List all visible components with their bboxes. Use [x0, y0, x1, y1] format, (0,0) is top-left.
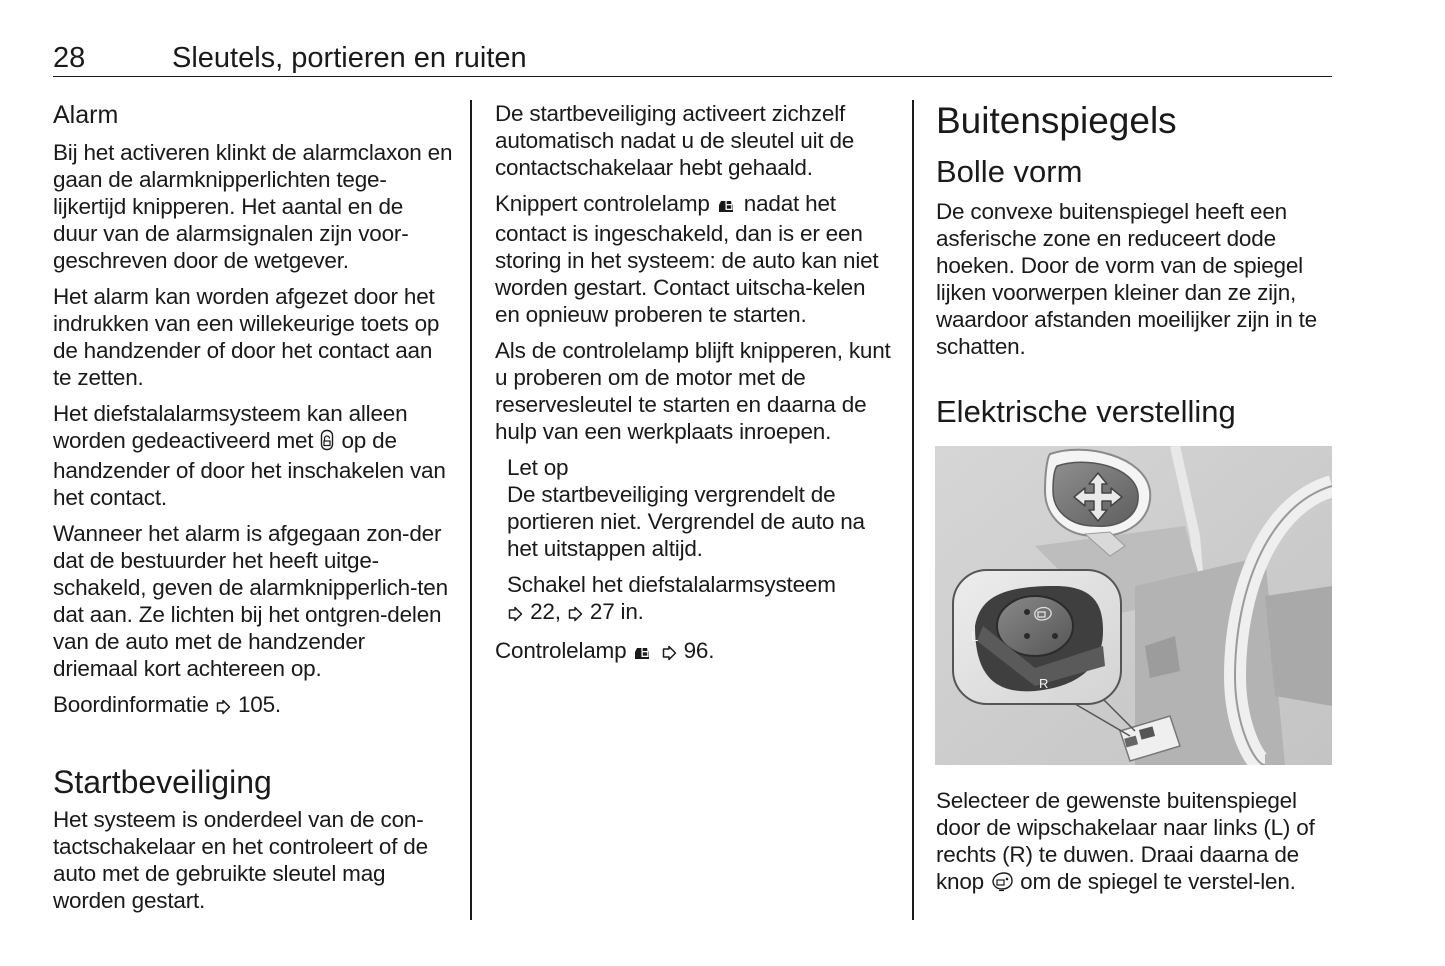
bolle-vorm-heading: Bolle vorm — [936, 154, 1083, 189]
bolle-vorm-paragraph: De convexe buitenspiegel heeft een asferische zone en reduceert dode hoeken. Door de vorm van de spiegel lijken voorwerpen kleiner dan ze zijn, waardoor afstanden moeilijker zijn in te schatten. — [936, 199, 1317, 359]
immobiliser-paragraph-2 — [495, 190, 895, 328]
startbeveiliging-heading: Startbeveiliging — [53, 764, 272, 800]
column-2 — [495, 100, 895, 676]
column-3 — [936, 100, 1336, 430]
alarm-paragraph-1: Bij het activeren klinkt de alarmclaxon en gaan de alarmknipperlichten tege-lijkertijd knipperen. Het aantal en de duur van de alarmsignalen zijn voor-geschreven door de wetgever. — [53, 140, 453, 273]
alarm-paragraph-4: Wanneer het alarm is afgegaan zon-der dat de bestuurder het heeft uitge-schakeld, geven de alarmknipperlich-ten dat aan. Ze lichten bij het ontgren-delen van de auto met de handzender driemaal kort achtereen op. — [53, 521, 448, 681]
note-block — [495, 454, 895, 628]
alarm-paragraph-3 — [53, 400, 453, 511]
startbeveiliging-paragraph: Het systeem is onderdeel van de con-tactschakelaar en het controleert of de auto met de gebruikte sleutel mag worden gestart. — [53, 807, 428, 913]
immobiliser-paragraph-1: De startbeveiliging activeert zichzelf automatisch nadat u de sleutel uit de contactschakelaar hebt gehaald. — [495, 101, 855, 180]
caption-text-b: om de spiegel te verstel-len. — [1020, 869, 1296, 894]
controlelamp-text: Controlelamp — [495, 638, 627, 663]
elektrische-verstelling-heading: Elektrische verstelling — [936, 394, 1236, 429]
note-ref-link-2[interactable]: 27 in. — [589, 599, 644, 624]
immobiliser-paragraph-2-text-b: nadat het contact is ingeschakeld, dan is er een storing in het systeem: de auto kan niet worden gestart. Contact uitscha-kelen en opnieuw proberen te starten. — [495, 191, 879, 327]
page-reference-arrow-icon — [508, 601, 523, 628]
page-reference-arrow-icon — [662, 640, 677, 667]
mirror-adjust-icon — [991, 871, 1013, 898]
column-divider-2 — [912, 100, 914, 920]
caption-text-a: Selecteer de gewenste buitenspiegel door de wipschakelaar naar links (L) of rechts (R) te duwen. Draai daarna de knop — [936, 788, 1315, 894]
page-reference-arrow-icon — [216, 694, 231, 721]
note-paragraph-1: De startbeveiliging vergrendelt de portieren niet. Vergrendel de auto na het uitstappen altijd. — [507, 482, 865, 561]
alarm-paragraph-5 — [53, 691, 453, 721]
column-1 — [53, 100, 453, 923]
note-title: Let op — [507, 455, 569, 480]
switch-label-right: R — [1039, 676, 1049, 691]
mirror-adjustment-illustration — [935, 446, 1332, 765]
alarm-ref-text: Boordinformatie — [53, 692, 209, 717]
immobiliser-warning-lamp-icon — [633, 640, 653, 667]
note-paragraph-2-text: Schakel het diefstalalarmsysteem — [507, 572, 836, 597]
alarm-heading: Alarm — [53, 101, 119, 129]
page-number: 28 — [53, 42, 86, 74]
unlock-key-icon — [320, 429, 334, 457]
alarm-paragraph-3-text-a: Het diefstalalarmsysteem kan alleen worden gedeactiveerd met — [53, 401, 408, 453]
page-reference-arrow-icon — [568, 601, 583, 628]
note-paragraph-2 — [507, 571, 895, 628]
alarm-ref-link[interactable]: 105. — [237, 692, 281, 717]
figure-caption — [936, 787, 1336, 907]
controlelamp-ref-link[interactable]: 96. — [683, 638, 715, 663]
caption-paragraph — [936, 787, 1336, 898]
column-divider-1 — [470, 100, 472, 920]
page-header — [53, 42, 1332, 77]
immobiliser-warning-lamp-icon — [717, 193, 737, 220]
buitenspiegels-heading: Buitenspiegels — [936, 100, 1177, 141]
immobiliser-paragraph-2-text-a: Knippert controlelamp — [495, 191, 710, 216]
note-ref-link-1[interactable]: 22, — [530, 599, 561, 624]
chapter-title: Sleutels, portieren en ruiten — [172, 42, 527, 74]
immobiliser-paragraph-4 — [495, 637, 895, 667]
alarm-paragraph-3-text-b: op de handzender of door het inschakelen van het contact. — [53, 428, 446, 510]
immobiliser-paragraph-3: Als de controlelamp blijft knipperen, kunt u proberen om de motor met de reservesleutel te starten en daarna de hulp van een werkplaats inroepen. — [495, 338, 891, 444]
alarm-paragraph-2: Het alarm kan worden afgezet door het indrukken van een willekeurige toets op de handzender of door het contact aan te zetten. — [53, 284, 440, 390]
switch-label-left: L — [971, 629, 979, 644]
